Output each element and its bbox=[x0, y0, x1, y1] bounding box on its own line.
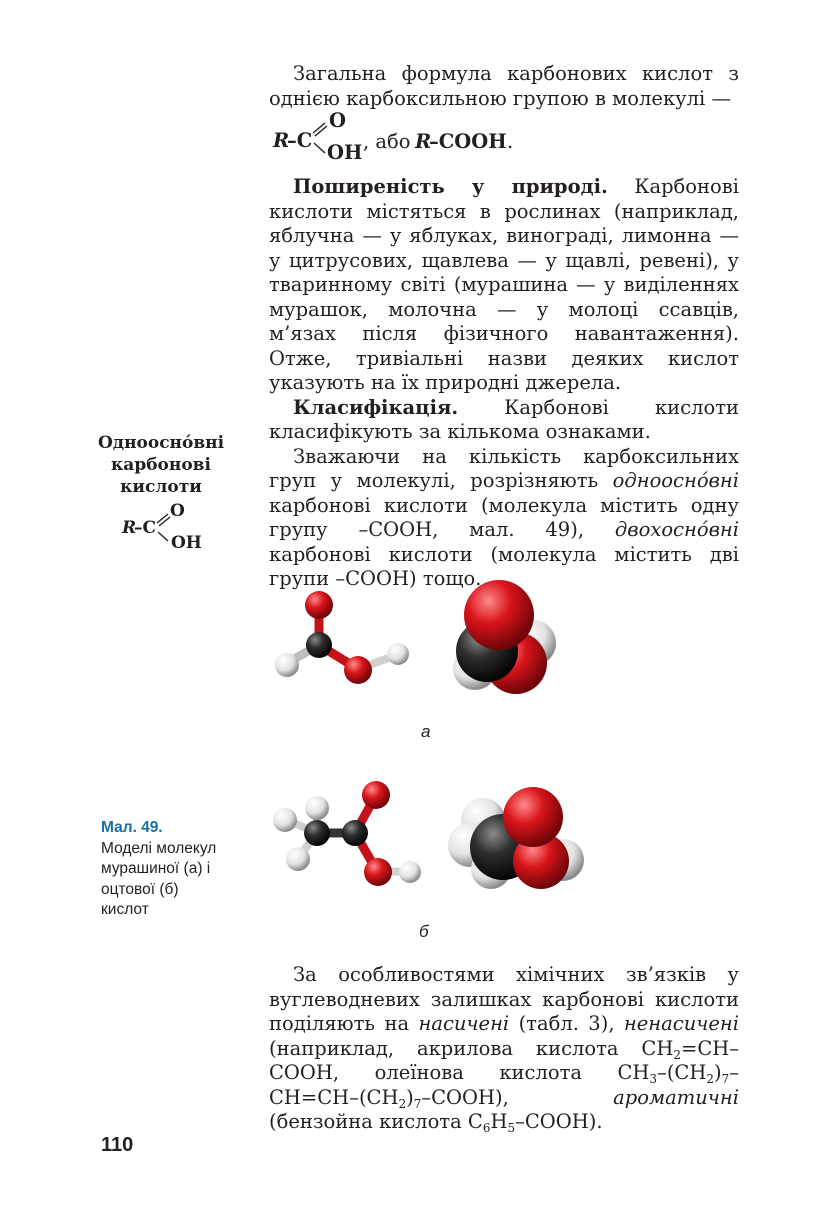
formula-r2: R bbox=[415, 130, 432, 153]
formula-dot: . bbox=[507, 130, 514, 153]
main-text-column bbox=[269, 62, 739, 592]
groups-text-2: карбонові кислоти (молекула містить одну групу –COOH, мал. 49), bbox=[269, 493, 739, 541]
term-aromatic: ароматичні bbox=[613, 1085, 739, 1109]
sub-5: 2 bbox=[398, 1096, 407, 1111]
intro-paragraph: Загальна формула карбонових кислот з однією карбоксильною групою в молекулі — bbox=[269, 62, 739, 110]
sat-text-5: –(CH bbox=[657, 1061, 707, 1084]
sat-text-3: (наприклад, акрилова кислота CH bbox=[269, 1036, 674, 1060]
figure-formic-acid bbox=[265, 575, 605, 710]
formula-oh: OH bbox=[327, 141, 363, 164]
formula-c: –C bbox=[287, 129, 313, 152]
page-number: 110 bbox=[101, 1134, 134, 1156]
sat-text-11: H bbox=[490, 1110, 508, 1133]
sidebar-line-1: Одноосно́вні bbox=[97, 433, 225, 453]
sub-6: 7 bbox=[413, 1096, 422, 1111]
acetic-ball-stick-model bbox=[273, 781, 421, 886]
formula-r: R bbox=[273, 129, 290, 152]
sidebar-line-2: карбонові bbox=[111, 455, 211, 475]
nature-heading: Поширеність у природі. bbox=[293, 175, 608, 198]
sub-4: 7 bbox=[721, 1072, 730, 1086]
sat-text-10: (бензойна кислота C bbox=[269, 1110, 483, 1133]
term-monobasic: одноосно́вні bbox=[612, 469, 739, 492]
sub-1: 2 bbox=[673, 1047, 681, 1062]
acetic-space-filling-model bbox=[448, 787, 584, 889]
sat-text-8: ) bbox=[406, 1085, 414, 1109]
caption-label: Мал. 49. bbox=[101, 819, 163, 836]
bottom-text-column bbox=[269, 963, 739, 1135]
sat-text-7: –CH=CH–(CH bbox=[269, 1061, 739, 1109]
sat-text-9: –COOH), bbox=[421, 1085, 614, 1109]
sidebar-formula-o: O bbox=[170, 501, 185, 521]
sidebar-formula-oh: OH bbox=[171, 533, 202, 553]
sub-3: 2 bbox=[706, 1072, 714, 1086]
figure-caption bbox=[101, 818, 251, 921]
sub-2: 3 bbox=[649, 1072, 658, 1086]
sidebar-note bbox=[96, 432, 226, 498]
sat-text-1: За особливостями хімічних зв’язків у вуглеводневих залишках карбонові кислоти поділяють на bbox=[269, 963, 739, 1035]
groups-text-3: карбонові кислоти (молекула містить дві групи –COOH) тощо. bbox=[269, 542, 739, 590]
classification-paragraph bbox=[269, 396, 739, 445]
sidebar-line-3: кислоти bbox=[120, 477, 202, 497]
sidebar-formula bbox=[120, 500, 230, 556]
term-saturated: насичені bbox=[418, 1012, 510, 1035]
sat-text-2: (табл. 3), bbox=[509, 1012, 624, 1035]
general-formula bbox=[269, 111, 739, 165]
caption-text: Моделі молекул мурашиної (а) і оцтової (б) кислот bbox=[101, 839, 217, 918]
figure-letter-b: б bbox=[419, 922, 429, 941]
sub-8: 5 bbox=[507, 1121, 516, 1135]
groups-paragraph bbox=[269, 445, 739, 592]
classification-text: Карбонові кислоти класифікують за кількома ознаками. bbox=[269, 395, 739, 443]
formic-space-filling-model bbox=[453, 580, 556, 694]
figure-letter-a: а bbox=[421, 722, 431, 741]
formula-or: , або bbox=[363, 130, 417, 153]
formic-ball-stick-model bbox=[275, 591, 409, 684]
nature-text: Карбонові кислоти містяться в рослинах (наприклад, яблучна — у яблуках, винограді, лимонна — у цитрусових, щавлева — у щавлі, ревені), у тваринному світі (мурашина — у виділеннях мурашок, молочна — у молоці ссавців, м’язах після фізичного навантаження). Отже, тривіальні назви деяких кислот указують на їх природні джерела. bbox=[269, 175, 739, 394]
groups-text-1: Зважаючи на кількість карбоксильних груп у молекулі, розрізняють bbox=[269, 444, 739, 492]
term-dibasic: двохосно́вні bbox=[614, 518, 739, 541]
term-unsaturated: ненасичені bbox=[623, 1012, 740, 1035]
sat-text-4: =CH–COOH, олеїнова кислота CH bbox=[269, 1036, 739, 1084]
sidebar-formula-r: R bbox=[122, 518, 137, 538]
sat-text-6: ) bbox=[714, 1061, 722, 1084]
nature-paragraph bbox=[269, 175, 739, 396]
formula-o: O bbox=[329, 109, 346, 132]
classification-heading: Класифікація. bbox=[293, 395, 459, 419]
figure-acetic-acid bbox=[265, 775, 605, 910]
sub-7: 6 bbox=[482, 1121, 491, 1135]
sidebar-formula-c: –C bbox=[134, 518, 157, 538]
sat-text-12: –COOH). bbox=[515, 1110, 603, 1133]
saturation-paragraph bbox=[269, 963, 739, 1135]
formula-cooh: –COOH bbox=[429, 130, 507, 153]
